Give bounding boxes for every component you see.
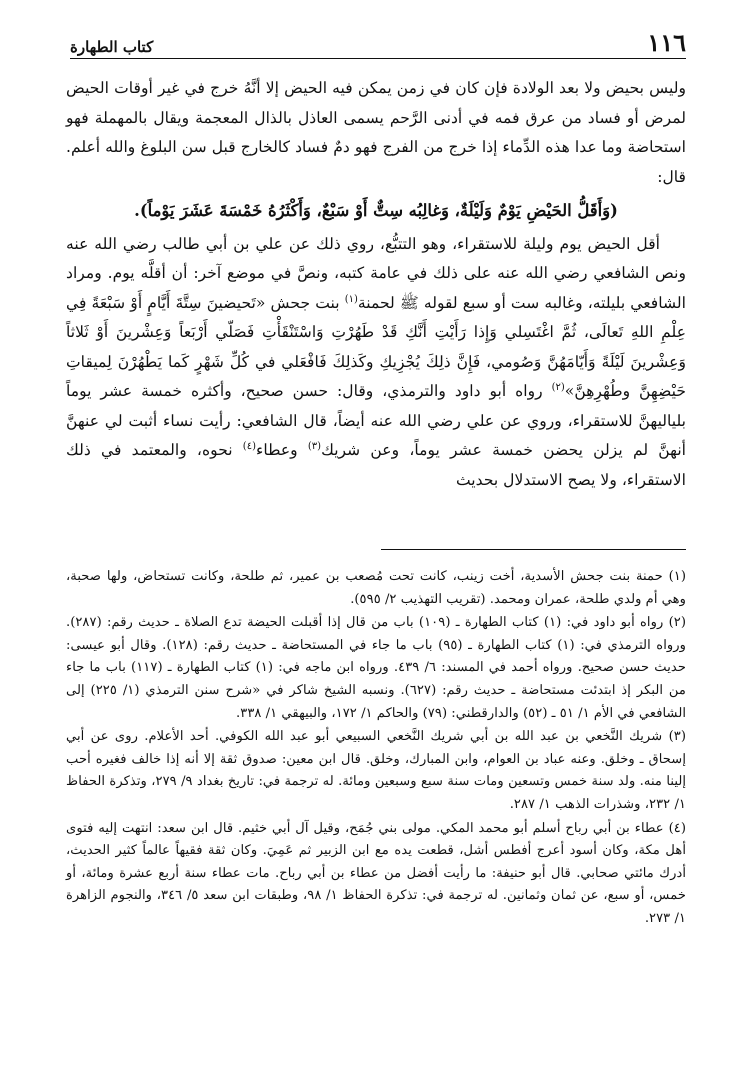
- matn-quote: (وَأَقَلُّ الحَيْضِ يَوْمٌ وَلَيْلَةٌ، وَغالِبُه سِتٌّ أَوْ سَبْعٌ، وَأَكْثَرُهُ خَمْسَةَ عَشَرَ يَوْماً).: [134, 201, 618, 220]
- footnotes: [66, 566, 686, 931]
- text-run: رواه أبو داود والترمذي، وقال: حسن صحيح، وأكثره خمسة عشر يوماً بلياليهنَّ للاستقراء، وروي عن علي رضي الله عنه أيضاً، قال الشافعي: رأيت نساء أثبت لي عنهنَّ أنهنَّ لم يزلن يحضن خمسة عشر يوماً، وعن شريك: [66, 382, 686, 459]
- text-run: وعطاء: [255, 441, 308, 459]
- footnote-divider: [381, 549, 686, 550]
- footnote-ref-3[interactable]: (٣): [307, 440, 322, 452]
- footnote-3: (٣) شريك النَّخعي بن عبد الله بن أبي شريك النَّخعي السبيعي أبو عبد الله الكوفي. أحد الأعلام. روى عن أبي إسحاق ـ وخلق. وعنه عباد بن العوام، وابن المبارك، وخلق. قال ابن معين: صدوق ثقة إلا أنه إذا خالف فغيره أحب إلينا منه. ولد سنة خمس وتسعين ومات سنة سبع وسبعين ومائة. له ترجمة في: تاريخ بغداد ٩/ ٢٧٩، وتذكرة الحفاظ ١/ ٢٣٢، وشذرات الذهب ١/ ٢٨٧.: [66, 729, 686, 812]
- running-title: كتاب الطهارة: [70, 38, 154, 56]
- page-header: [70, 28, 686, 59]
- footnote-2: (٢) رواه أبو داود في: (١) كتاب الطهارة ـ (١٠٩) باب من قال إذا أقبلت الحيضة تدع الصلاة ـ حديث رقم: (٢٨٧). ورواه الترمذي في: (١) كتاب الطهارة ـ (٩٥) باب ما جاء في المستحاضة ـ حديث رقم: (١٢٨). وقال أبو عيسى: حديث حسن صحيح. ورواه أحمد في المسند: ٦/ ٤٣٩. ورواه ابن ماجه في: (١) كتاب الطهارة ـ (١١٧) باب ما جاء من البكر إذ ابتدئت مستحاضة ـ حديث رقم: (٦٢٧). ونسبه الشيخ شاكر في «شرح سنن الترمذي (١/ ٢٢٥) إلى الشافعي في الأم ١/ ٥١ ـ (٥٢) والدارقطني: (٧٩) والحاكم ١/ ١٧٢، والبيهقي ١/ ٣٣٨.: [66, 615, 686, 721]
- page-number: ١١٦: [647, 28, 686, 57]
- paragraph: وليس بحيض ولا بعد الولادة فإن كان في زمن يمكن فيه الحيض إلا أنَّهُ خرج في غير أوقات الحيض لمرض أو فساد من عرق فمه في أدنى الرَّحم يسمى العاذل بالذال المعجمة ويقال بالمهملة فهو استحاضة وما عدا هذه الدِّماء إذا خرج من الفرج فهو دمٌ فساد كالخارج قبل سن البلوغ والله أعلم. قال:: [66, 79, 686, 186]
- footnote-ref-2[interactable]: (٢): [551, 381, 565, 393]
- footnote-ref-4[interactable]: (٤): [242, 440, 256, 452]
- footnote-4: (٤) عطاء بن أبي رباح أسلم أبو محمد المكي. مولى بني جُمَح، وقيل آل أبي خثيم. قال ابن سعد: انتهت إليه فتوى أهل مكة، وكان أسود أعرج أفطس أشل، قطعت يده مع ابن الزبير ثم عَمِيَ. وكان ثقة فقيهاً عالماً كثير الحديث، أدرك مائتي صحابي. قال أبو حنيفة: ما رأيت أفضل من عطاء بن أبي رباح. مات عطاء سنة أربع عشرة ومائة، أو خمس، أو سبع، عن ثمان وثمانين. له ترجمة في: تذكرة الحفاظ ١/ ٩٨، وطبقات ابن سعد ٥/ ٣٤٦، والنجوم الزاهرة ١/ ٢٧٣.: [66, 820, 687, 926]
- footnote-1: (١) حمنة بنت جحش الأسدية، أخت زينب، كانت تحت مُصعب بن عمير، ثم طلحة، وكانت تستحاض، ولها صحبة، وهي أم ولدي طلحة، عمران ومحمد. (تقريب التهذيب ٢/ ٥٩٥).: [66, 569, 686, 607]
- commentary-paragraph: [66, 230, 686, 496]
- text-run: بنت جحش «تَحيضينَ سِتَّةَ أَيَّامٍ أَوْ سَبْعَةً فِي عِلْمِ اللهِ تَعالَى، ثُمَّ اغْتَسِلي وَإِذا رَأَيْتِ أَنَّكِ قَدْ طَهُرْتِ وَاسْتَنْقَأْتِ فَصَلّي أَرْبَعاً وَعِشْرينَ أَوْ ثَلاثاً وَعِشْرينَ لَيْلَةً وَأَيّامَهُنَّ وَصُومي، فَإِنَّ ذلِكَ يُجْزِيكِ وكَذلِكَ فَافْعَلي في كُلِّ شَهْرٍ كَما يَطْهُرْنَ لِميقاتِ حَيْضِهِنَّ وطُهْرِهِنَّ»: [66, 293, 686, 400]
- footnote-ref-1[interactable]: (١): [344, 293, 358, 305]
- text-run: أقل الحيض يوم وليلة للاستقراء، وهو التتبُّع، روي ذلك عن علي بن أبي طالب رضي الله عنه ونص الشافعي رضي الله عنه على ذلك في عامة كتبه، ونصَّ في موضع آخر: أن أقلَّه يوم. ومراد الشافعي بليلته، وغالبه ست أو سبع لقوله ﷺ لحمنة: [66, 234, 687, 312]
- main-text: [66, 74, 686, 495]
- text-run: نحوه، والمعتمد في ذلك الاستقراء، ولا يصح الاستدلال بحديث: [66, 441, 686, 489]
